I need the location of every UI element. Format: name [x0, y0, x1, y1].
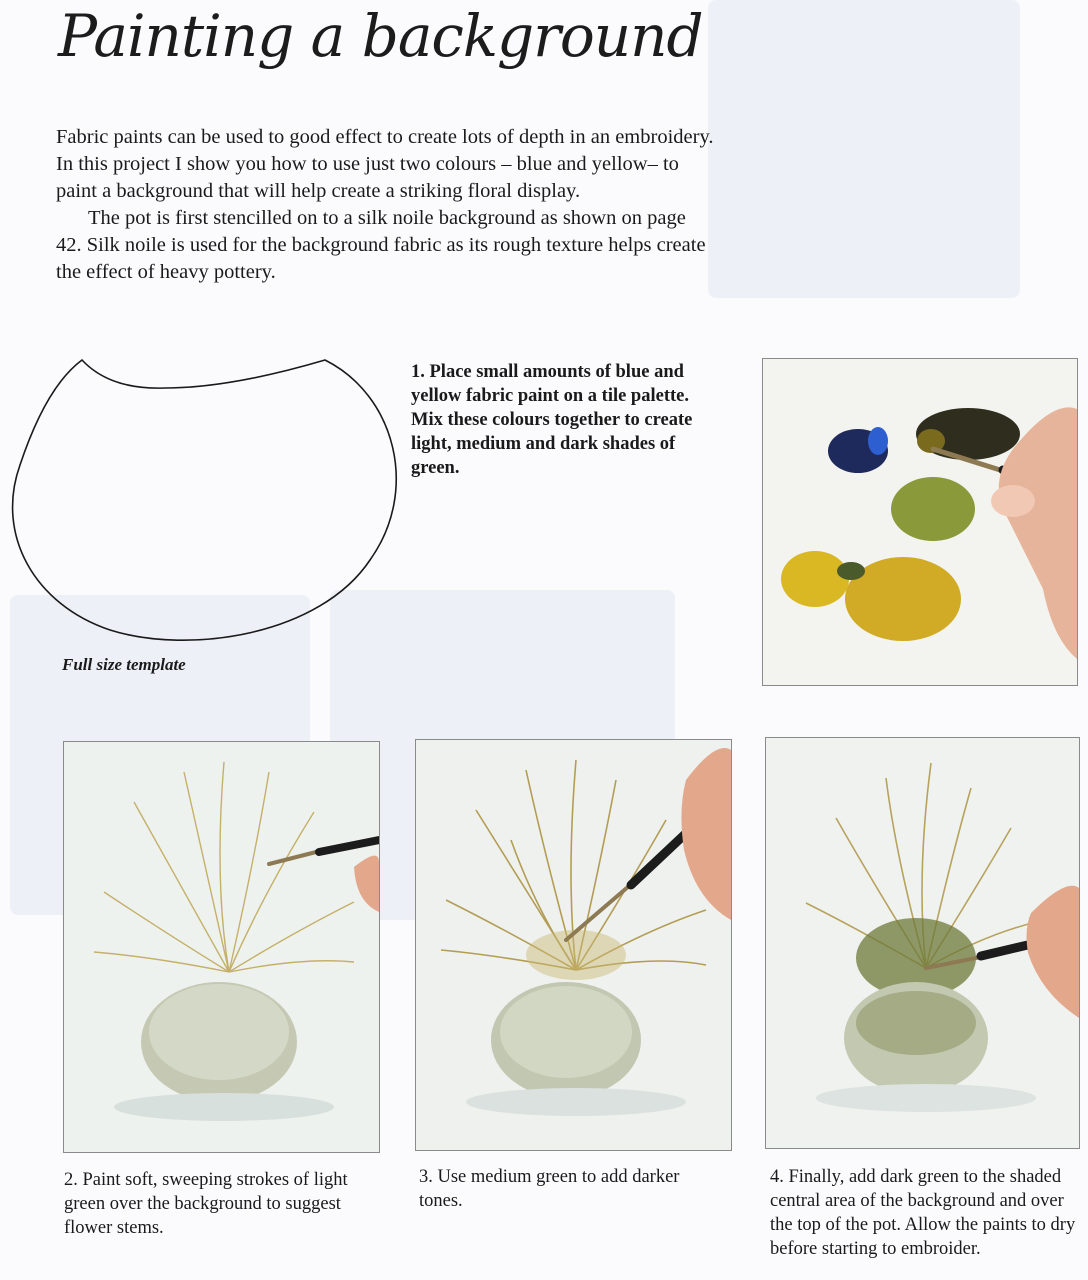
- step-1-text: 1. Place small amounts of blue and yellow fabric paint on a tile palette. Mix these colours together to create light, medium and dark shades of green.: [411, 362, 693, 478]
- page-title: Painting a background: [58, 2, 703, 70]
- light-green-paint-blob: [891, 477, 975, 541]
- step-3-text: 3. Use medium green to add darker tones.: [419, 1167, 680, 1211]
- step-4-photo: [765, 737, 1080, 1149]
- intro-text: [56, 124, 716, 286]
- step-2-text: 2. Paint soft, sweeping strokes of light green over the background to suggest flower stems.: [64, 1170, 348, 1238]
- intro-paragraph-1: Fabric paints can be used to good effect to create lots of depth in an embroidery. In this project I show you how to use just two colours – blue and yellow– to paint a background that will help create a striking floral display.: [56, 126, 714, 202]
- ghost-photo-top-right: [708, 0, 1020, 298]
- step-4-text: 4. Finally, add dark green to the shaded central area of the background and over the top of the pot. Allow the paints to dry before starting to embroider.: [770, 1167, 1076, 1259]
- palette-photo: [762, 358, 1078, 686]
- template-caption: Full size template: [62, 655, 186, 674]
- yellow-paint-blob: [781, 551, 849, 607]
- step-2-photo: [63, 741, 380, 1153]
- pot-template-outline: [0, 350, 420, 660]
- step-3-photo: [415, 739, 732, 1151]
- intro-paragraph-2: The pot is first stencilled on to a silk noile background as shown on page 42. Silk noile is used for the background fabric as its rough texture helps create the effect of heavy pottery.: [56, 207, 706, 283]
